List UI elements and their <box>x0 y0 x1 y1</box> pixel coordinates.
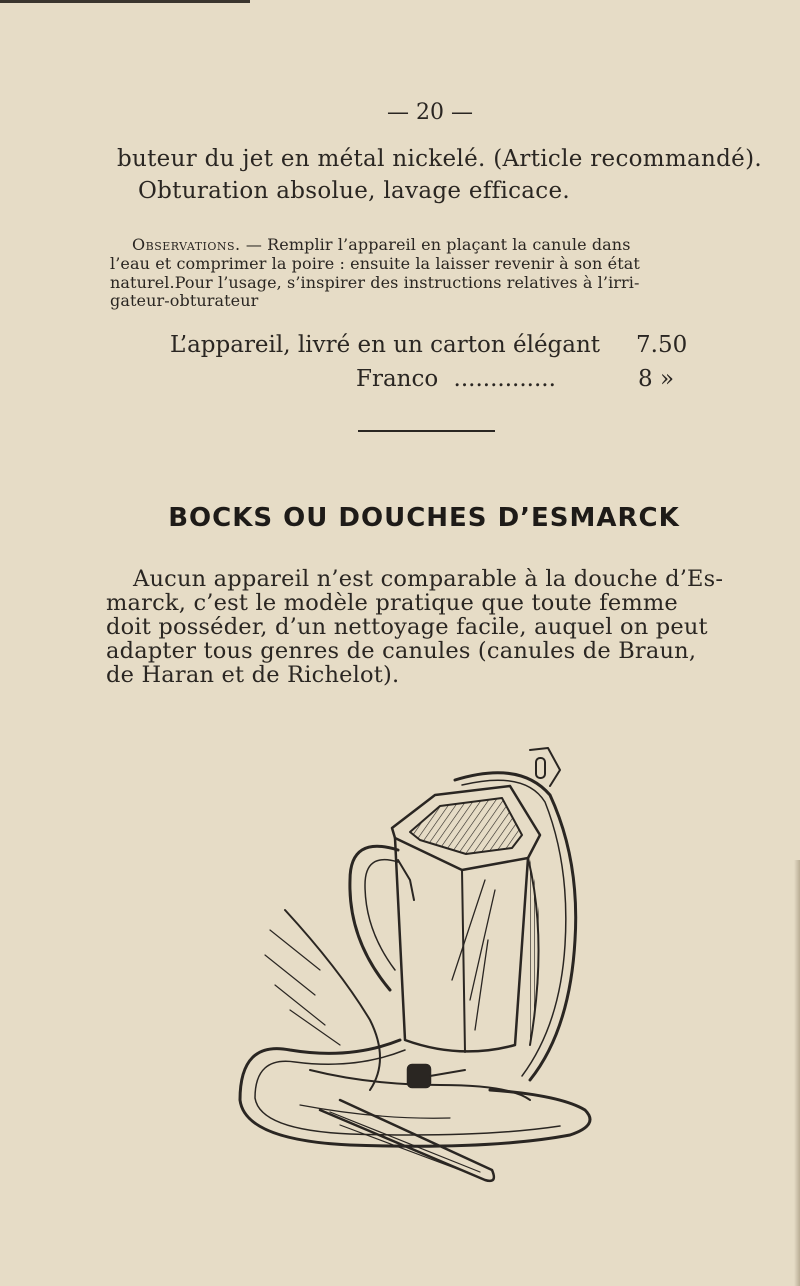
section-divider <box>358 430 495 432</box>
price-label-franco <box>356 366 556 392</box>
page-edge-shadow <box>794 860 800 1286</box>
esmarck-douche-illustration <box>230 740 610 1190</box>
price-value-franco: 8 » <box>638 366 675 392</box>
section-heading: BOCKS OU DOUCHES D’ESMARCK <box>168 503 680 533</box>
body-line-5: de Haran et de Richelot). <box>106 662 400 688</box>
observations-text: — Remplir l’appareil en plaçant la canule dans <box>240 235 631 254</box>
price-value-carton: 7.50 <box>636 332 688 358</box>
body-line-1: Aucun appareil n’est comparable à la douche d’Es- <box>133 566 724 592</box>
body-line-4: adapter tous genres de canules (canules de Braun, <box>106 638 697 664</box>
body-line-3: doit posséder, d’un nettoyage facile, auquel on peut <box>106 614 708 640</box>
price-label-carton: L’appareil, livré en un carton élégant <box>170 332 601 358</box>
intro-line-2: Obturation absolue, lavage efficace. <box>138 178 571 204</box>
body-line-2: marck, c’est le modèle pratique que toute femme <box>106 590 678 616</box>
observations-line-2: l’eau et comprimer la poire : ensuite la laisser revenir à son état <box>110 254 640 273</box>
observations-line-4: gateur-obturateur <box>110 291 259 310</box>
intro-line-1: buteur du jet en métal nickelé. (Article recommandé). <box>117 146 762 172</box>
page-edge <box>0 0 250 3</box>
observations-line-1 <box>132 235 631 254</box>
observations-label: Observations. <box>132 235 241 254</box>
franco-label: Franco <box>356 366 439 392</box>
page-number: — 20 — <box>387 100 473 125</box>
observations-line-3: naturel.Pour l’usage, s’inspirer des instructions relatives à l’irri- <box>110 273 640 292</box>
leader-dots: .............. <box>453 366 556 392</box>
